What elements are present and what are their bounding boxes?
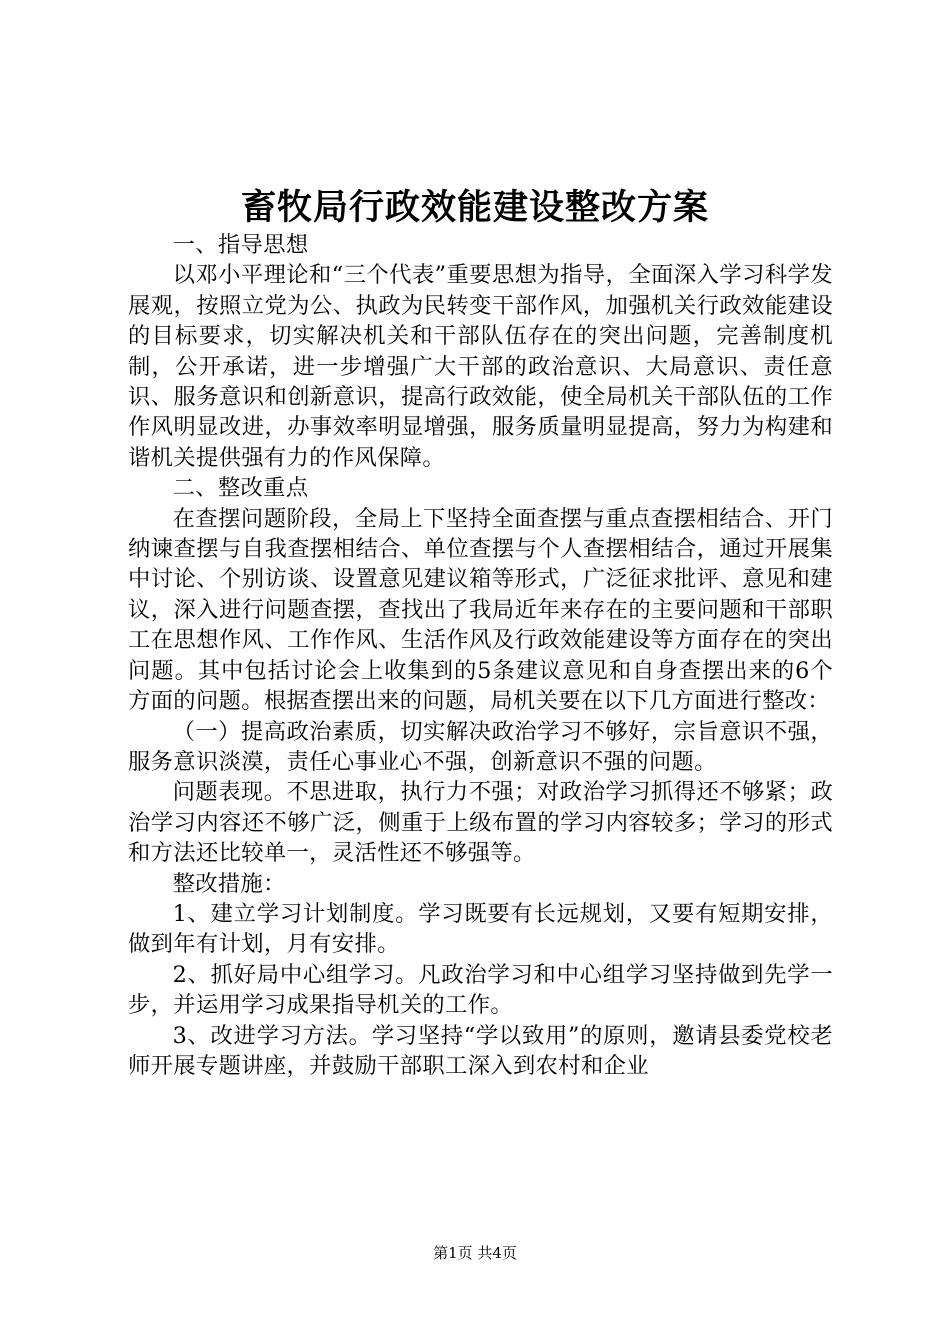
paragraph-measures-heading: 整改措施： xyxy=(172,870,286,897)
section-heading-guiding-thought: 一、指导思想 xyxy=(172,232,309,258)
list-item-measure-1: 1、建立学习计划制度。学习既要有长远规划，又要有短期安排，做到年有计划，月有安排。 xyxy=(128,900,833,958)
list-item-measure-2: 2、抓好局中心组学习。凡政治学习和中心组学习坚持做到先学一步，并运用学习成果指导机关的工作。 xyxy=(128,961,833,1019)
paragraph-guiding-thought: 以邓小平理论和“三个代表”重要思想为指导，全面深入学习科学发展观，按照立党为公、执政为民转变干部作风，加强机关行政效能建设的目标要求，切实解决机关和干部队伍存在的突出问题，完善制度机制，公开承诺，进一步增强广大干部的政治意识、大局意识、责任意识、服务意识和创新意识，提高行政效能，使全局机关干部队伍的工作作风明显改进，办事效率明显增强，服务质量明显提高，努力为构建和谐机关提供强有力的作风保障。 xyxy=(128,262,833,471)
document-title: 畜牧局行政效能建设整改方案 xyxy=(240,187,709,228)
subsection-heading-political-quality: （一）提高政治素质，切实解决政治学习不够好，宗旨意识不强，服务意识淡漠，责任心事业心不强，创新意识不强的问题。 xyxy=(128,718,833,775)
list-item-measure-3: 3、改进学习方法。学习坚持“学以致用”的原则，邀请县委党校老师开展专题讲座，并鼓励干部职工深入到农村和企业 xyxy=(128,1022,833,1079)
section-heading-rectification-focus: 二、整改重点 xyxy=(172,475,309,502)
paragraph-problem-manifestation: 问题表现。不思进取，执行力不强；对政治学习抓得还不够紧；政治学习内容还不够广泛，侧重于上级布置的学习内容较多；学习的形式和方法还比较单一，灵活性还不够强等。 xyxy=(128,779,833,867)
paragraph-rectification-focus: 在查摆问题阶段，全局上下坚持全面查摆与重点查摆相结合、开门纳谏查摆与自我查摆相结合、单位查摆与个人查摆相结合，通过开展集中讨论、个别访谈、设置意见建议箱等形式，广泛征求批评、意见和建议，深入进行问题查摆，查找出了我局近年来存在的主要问题和干部职工在思想作风、工作作风、生活作风及行政效能建设等方面存在的突出问题。其中包括讨论会上收集到的5条建议意见和自身查摆出来的6个方面的问题。根据查摆出来的问题，局机关要在以下几方面进行整改： xyxy=(128,505,833,715)
page-number: 第1页 共4页 xyxy=(433,1244,517,1262)
document-body xyxy=(128,230,833,1081)
